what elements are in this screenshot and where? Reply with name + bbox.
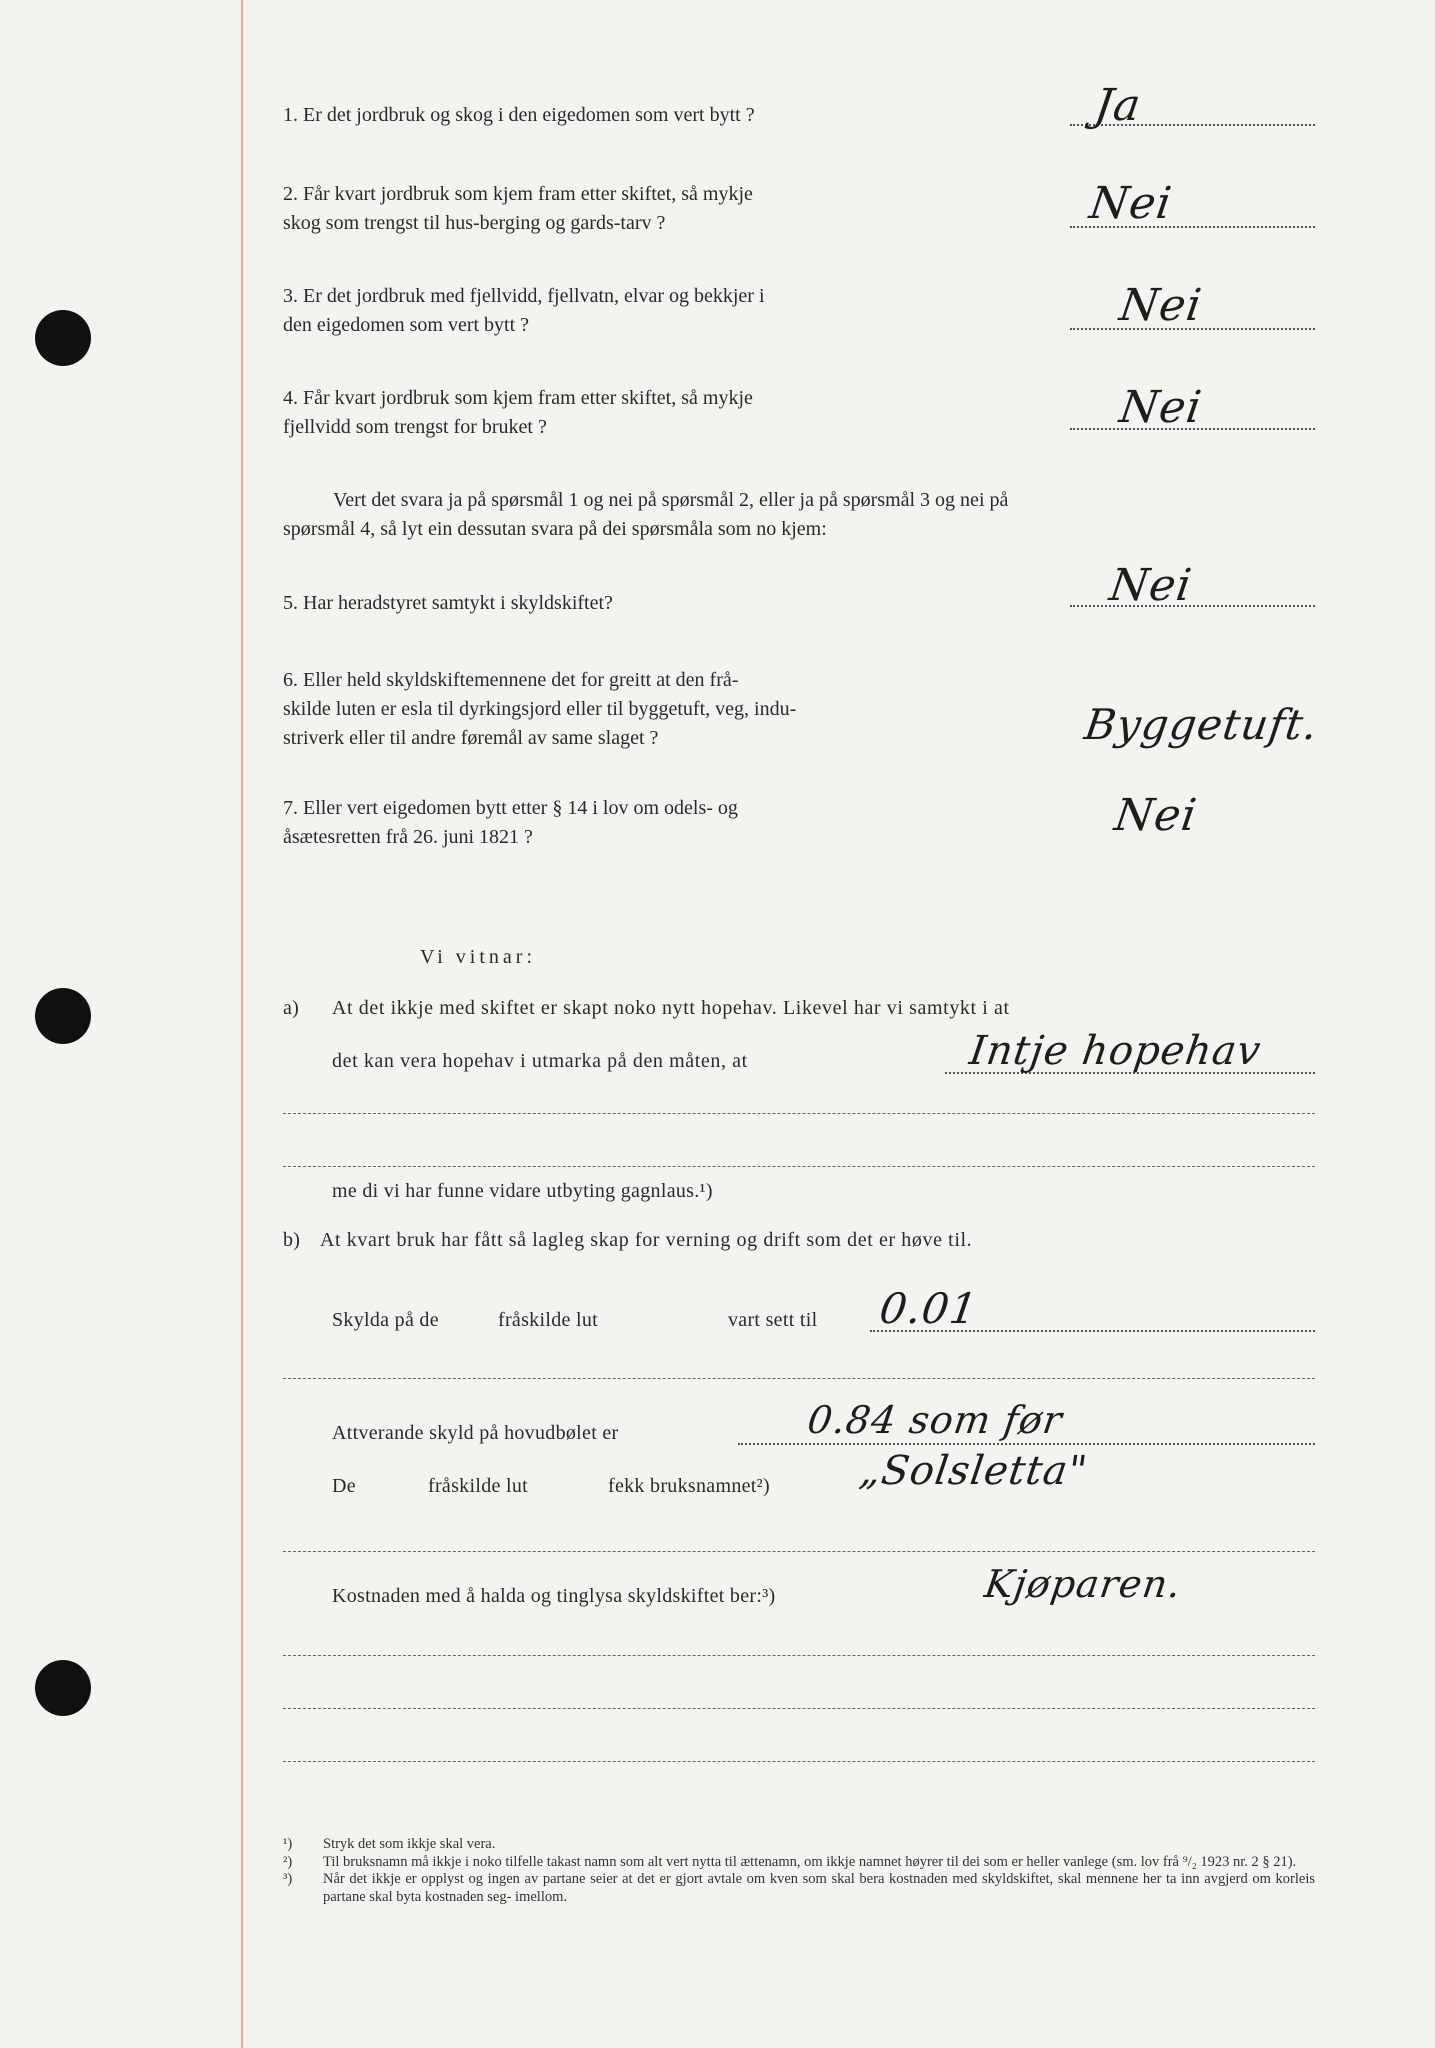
footnote-2: ²) Til bruksnamn må ikkje i noko tilfelle takast namn som alt vert nytta til ættenamn, om ikkje namnet høyrer til dei som er heller vanlege (sm. lov frå ⁹/₂ 1923 nr. 2 § 21). [283, 1853, 1297, 1870]
question-6: 6. Eller held skyldskiftemennene det for greitt at den frå- skilde luten er esla til dyrkingsjord eller til byggetuft, veg, indu- striverk eller til andre føremål av same slaget ? [283, 669, 797, 749]
answer-5: Nei [1106, 560, 1196, 611]
kostnad-value: Kjøparen. [981, 1562, 1185, 1606]
attverande-value: 0.84 som før [804, 1398, 1066, 1442]
footnote-3: ³) Når det ikkje er opplyst og ingen av partane seier at det er gjort avtale om kven som skal bera kostnaden med skyldskiftet, skal mennene her ta inn avgjerd om korleis partane skal byta kostnaden seg- imellom. [283, 1871, 1315, 1905]
blank-line-1 [283, 1113, 1315, 1114]
kostnad-label: Kostnaden med å halda og tinglysa skyldskiftet ber:³) [332, 1585, 776, 1607]
punch-hole-middle [35, 988, 91, 1044]
vitnar-a-line2: det kan vera hopehav i utmarka på den måten, at [332, 1050, 748, 1072]
hopehav-answer: Intje hopehav [966, 1028, 1264, 1074]
skylda-label: Skylda på de [332, 1309, 439, 1331]
answer-3: Nei [1116, 280, 1206, 331]
punch-hole-top [35, 310, 91, 366]
question-4: 4. Får kvart jordbruk som kjem fram etter skiftet, så mykje fjellvidd som trengst for bruket ? [283, 387, 753, 438]
sett-label: vart sett til [728, 1309, 818, 1331]
vitnar-a-line3: me di vi har funne vidare utbyting gagnlaus.¹) [332, 1180, 713, 1202]
footnotes [283, 1836, 1315, 1906]
question-1: 1. Er det jordbruk og skog i den eigedomen som vert bytt ? [283, 104, 755, 126]
vitnar-heading: Vi vitnar: [420, 946, 537, 968]
vitnar-a-line1: At det ikkje med skiftet er skapt noko nytt hopehav. Likevel har vi samtykt i at [332, 997, 1010, 1019]
attverande-label: Attverande skyld på hovudbølet er [332, 1422, 619, 1444]
fekk-label: fekk bruksnamnet²) [608, 1475, 770, 1497]
question-2: 2. Får kvart jordbruk som kjem fram etter skiftet, så mykje skog som trengst til hus-berging og gards-tarv ? [283, 183, 753, 234]
vitnar-b-line: At kvart bruk har fått så lagleg skap for verning og drift som det er høve til. [320, 1229, 973, 1251]
answer-4: Nei [1116, 382, 1206, 433]
blank-line-3 [283, 1378, 1315, 1379]
punch-hole-bottom [35, 1660, 91, 1716]
question-3: 3. Er det jordbruk med fjellvidd, fjellvatn, elvar og bekkjer i den eigedomen som vert bytt ? [283, 285, 765, 336]
question-7: 7. Eller vert eigedomen bytt etter § 14 i lov om odels- og åsætesretten frå 26. juni 1821 ? [283, 797, 738, 848]
attverande-line [738, 1443, 1315, 1445]
de-label: De [332, 1475, 356, 1497]
answer-6: Byggetuft. [1081, 700, 1322, 749]
blank-line-5 [283, 1655, 1315, 1656]
answer-2: Nei [1086, 178, 1176, 229]
blank-line-4 [283, 1551, 1315, 1552]
skylda-value: 0.01 [876, 1284, 981, 1333]
blank-line-2 [283, 1166, 1315, 1167]
fraskilde-label: fråskilde lut [498, 1309, 598, 1331]
fraskilde2-label: fråskilde lut [428, 1475, 528, 1497]
answer-1: Ja [1091, 80, 1145, 131]
condition-paragraph: Vert det svara ja på spørsmål 1 og nei på spørsmål 2, eller ja på spørsmål 3 og nei på spørsmål 4, så lyt ein dessutan svara på dei spørsmåla som no kjem: [283, 489, 1009, 540]
vitnar-b-label: b) [283, 1229, 301, 1251]
vitnar-a-label: a) [283, 997, 300, 1019]
margin-line [241, 0, 243, 2048]
bruksnamn-value: „Solsletta" [856, 1448, 1091, 1494]
blank-line-6 [283, 1708, 1315, 1709]
question-5: 5. Har heradstyret samtykt i skyldskiftet? [283, 592, 613, 614]
answer-7: Nei [1111, 790, 1201, 841]
blank-line-7 [283, 1761, 1315, 1762]
footnote-1: ¹) Stryk det som ikkje skal vera. [283, 1836, 496, 1852]
